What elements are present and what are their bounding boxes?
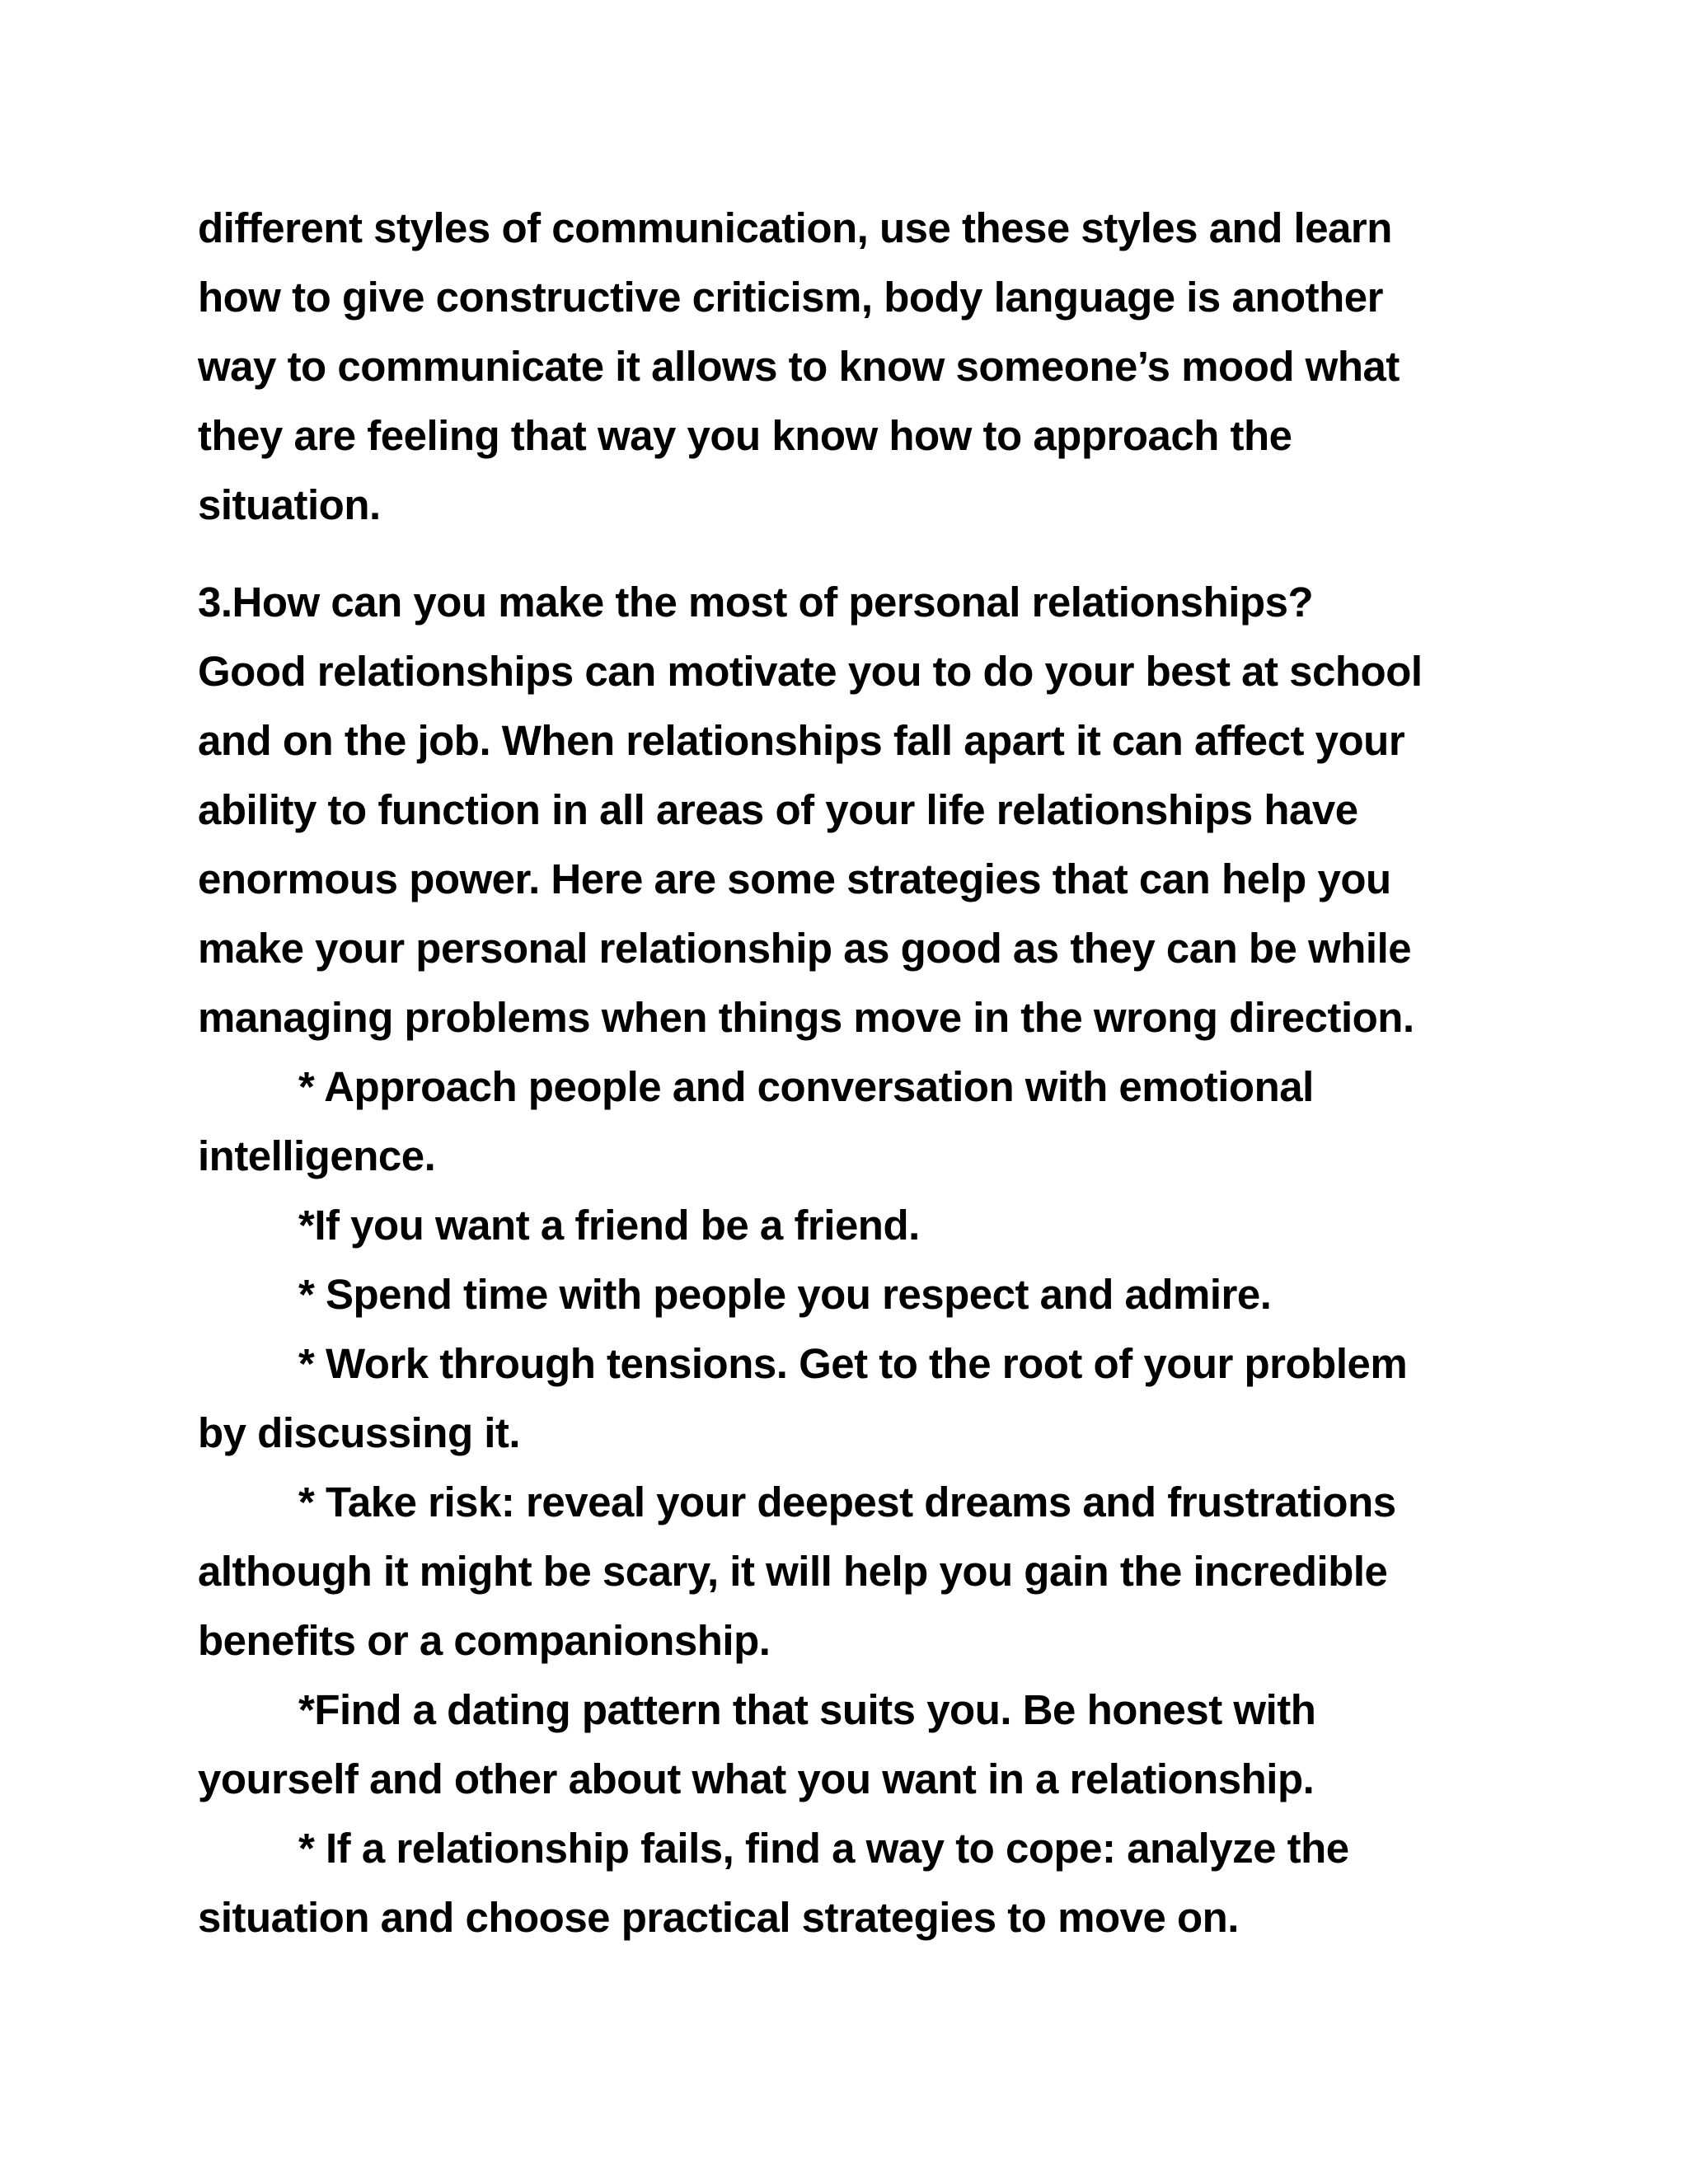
text-line: situation. [198,481,381,528]
bullet-continuation-line: intelligence. [198,1132,436,1179]
bullet-continuation-line: situation and choose practical strategies to move on. [198,1894,1239,1941]
bullet-first-line: * Spend time with people you respect and admire. [298,1271,1272,1318]
bullet-first-line: *If you want a friend be a friend. [298,1202,920,1249]
text-line: how to give constructive criticism, body language is another [198,274,1383,321]
text-line: different styles of communication, use these styles and learn [198,204,1392,251]
bullet-continuation-line: yourself and other about what you want in a relationship. [198,1755,1315,1802]
bullet-item [198,1329,1500,1468]
text-line: managing problems when things move in the wrong direction. [198,994,1414,1041]
bullet-first-line: * Approach people and conversation with emotional [298,1063,1314,1110]
bullet-continuation-line: benefits or a companionship. [198,1617,771,1664]
text-line: they are feeling that way you know how to approach the [198,412,1292,459]
bullet-continuation-line: by discussing it. [198,1409,521,1456]
bullet-item [198,1814,1500,1952]
bullet-item [198,1468,1500,1675]
bullet-item [198,1675,1500,1814]
bullet-item [198,1052,1500,1191]
bullet-first-line: *Find a dating pattern that suits you. Be honest with [298,1686,1316,1733]
text-line: enormous power. Here are some strategies that can help you [198,855,1391,902]
section-heading: 3.How can you make the most of personal relationships? [198,579,1314,626]
bullet-first-line: * Work through tensions. Get to the root of your problem [298,1340,1408,1387]
text-line: Good relationships can motivate you to do your best at school [198,648,1423,695]
bullet-first-line: * If a relationship fails, find a way to cope: analyze the [298,1825,1349,1872]
text-line: and on the job. When relationships fall apart it can affect your [198,717,1405,764]
document-body [198,194,1500,1952]
text-line: way to communicate it allows to know someone’s mood what [198,343,1400,390]
text-line: ability to function in all areas of your life relationships have [198,786,1358,833]
bullet-item [198,1260,1500,1329]
text-line: make your personal relationship as good as they can be while [198,925,1412,972]
bullet-continuation-line: although it might be scary, it will help you gain the incredible [198,1548,1388,1595]
paragraph-communication [198,194,1500,540]
bullet-item [198,1191,1500,1260]
section-personal-relationships [198,568,1500,1952]
bullet-first-line: * Take risk: reveal your deepest dreams and frustrations [298,1479,1396,1526]
